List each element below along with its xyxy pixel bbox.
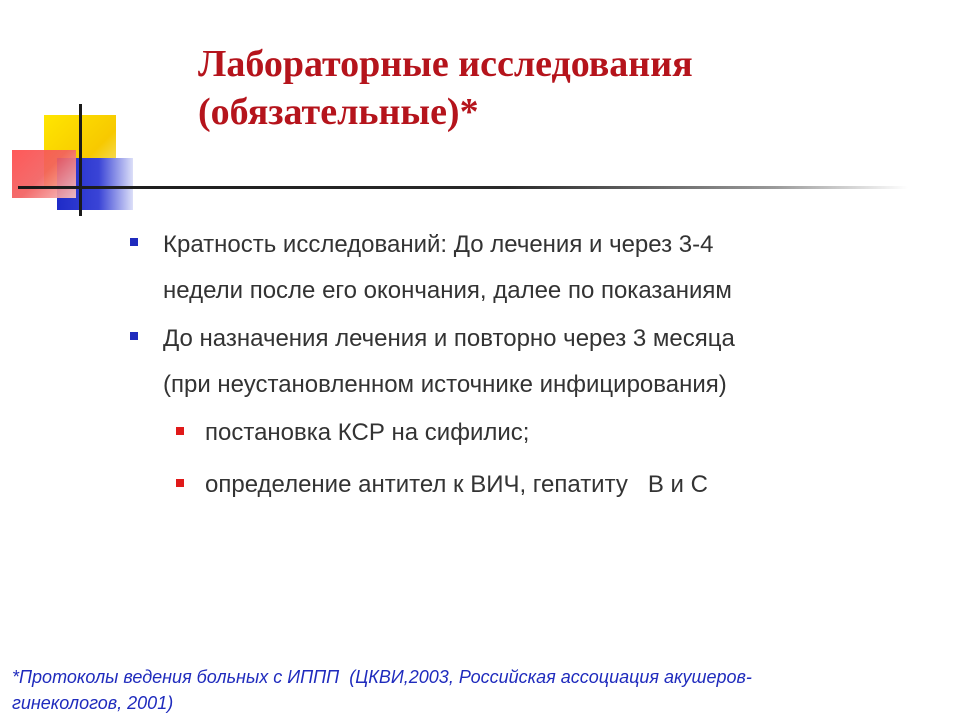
decorative-vertical-line bbox=[79, 104, 82, 216]
slide-title bbox=[198, 40, 898, 136]
subbullet-item-antibodies bbox=[128, 462, 928, 508]
subbullet-text: определение антител к ВИЧ, гепатиту В и С bbox=[205, 471, 708, 498]
bullet-text bbox=[163, 222, 928, 314]
blue-square-bullet-icon bbox=[130, 238, 138, 246]
footnote-line-1: *Протоколы ведения больных с ИППП (ЦКВИ,2003, Российская ассоциация акушеров- bbox=[12, 667, 752, 687]
red-square-bullet-icon bbox=[176, 427, 184, 435]
bullet-list bbox=[128, 222, 928, 508]
subbullet-item-syphilis bbox=[128, 410, 928, 456]
title-divider-line bbox=[18, 186, 908, 189]
subbullet-text: постановка КСР на сифилис; bbox=[205, 419, 530, 446]
bullet-text-line: Кратность исследований: До лечения и через 3-4 bbox=[163, 231, 714, 258]
red-square-bullet-icon bbox=[176, 479, 184, 487]
footnote-line-2: гинекологов, 2001) bbox=[12, 693, 174, 713]
blue-square-bullet-icon bbox=[130, 332, 138, 340]
decorative-red-square bbox=[12, 150, 76, 198]
bullet-item-frequency bbox=[128, 222, 928, 314]
bullet-text-line: До назначения лечения и повторно через 3 месяца bbox=[163, 325, 735, 352]
bullet-item-before-treatment bbox=[128, 316, 928, 408]
bullet-text bbox=[163, 316, 928, 408]
bullet-text-line: (при неустановленном источнике инфицирования) bbox=[163, 371, 727, 398]
slide-title-line-2: (обязательные)* bbox=[198, 91, 479, 133]
footnote bbox=[12, 664, 912, 716]
slide-title-line-1: Лабораторные исследования bbox=[198, 43, 693, 85]
bullet-text-line: недели после его окончания, далее по показаниям bbox=[163, 277, 732, 304]
